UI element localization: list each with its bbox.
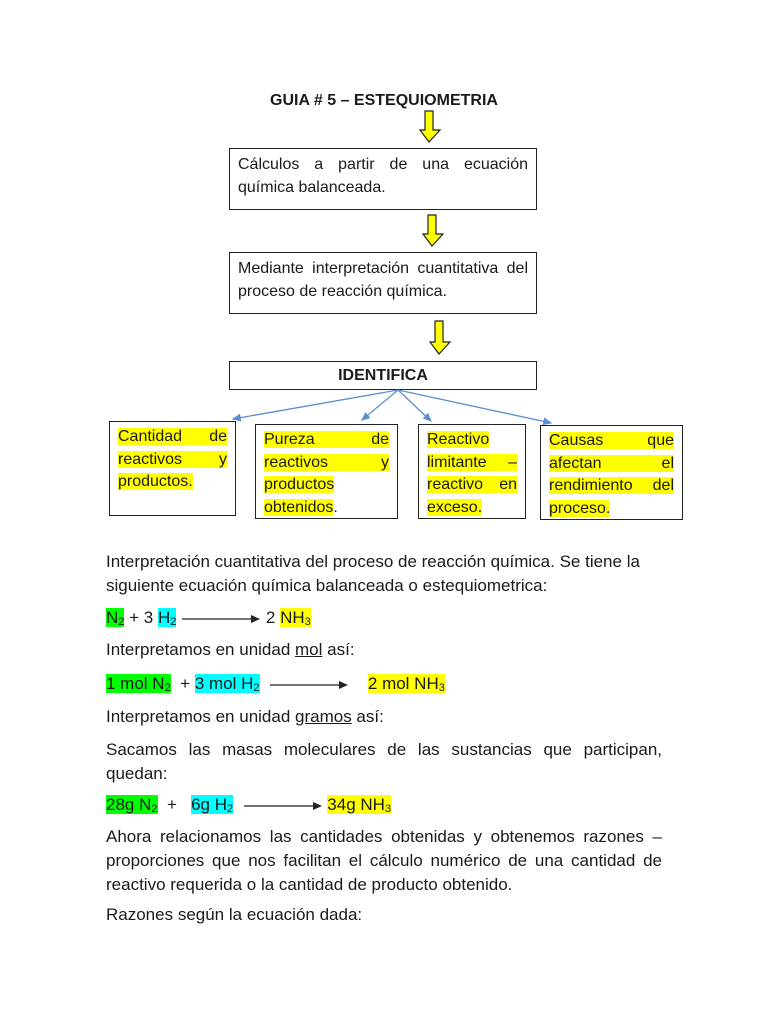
concept-box-mediante: Mediante interpretación cuantitativa del proceso de reacción química. xyxy=(229,252,537,314)
paragraph-mol: Interpretamos en unidad mol así: xyxy=(106,640,355,659)
category-box-causas: Causas que afectan el rendimiento del proceso. xyxy=(540,425,683,520)
paragraph-gramos: Interpretamos en unidad gramos así: xyxy=(106,707,384,726)
right-arrow-icon xyxy=(181,613,261,625)
equation-gramos: 28g $N_2$ + 6g $H_2$ 34g $NH_3$ xyxy=(106,795,392,815)
equation-symbolic: $N_2 + 3$ $H_2$ 2 $NH_3$ xyxy=(106,608,311,628)
concept-box-calculos: Cálculos a partir de una ecuación química balanceada. xyxy=(229,148,537,210)
concept-box-identifica: IDENTIFICA xyxy=(229,361,537,390)
paragraph-razones-ecuacion: Razones según la ecuación dada: xyxy=(106,905,363,924)
paragraph-interpretacion: Interpretación cuantitativa del proceso de reacción química. Se tiene la siguiente ecuación química balanceada o estequiometrica: xyxy=(106,552,640,595)
category-box-pureza: Pureza de reactivos y productos obtenidos. xyxy=(255,424,398,519)
category-box-cantidad: Cantidad de reactivos y productos. xyxy=(109,421,236,516)
right-arrow-icon xyxy=(243,800,323,812)
category-box-reactivo: Reactivo limitante – reactivo en exceso. xyxy=(418,424,526,519)
page-title: GUIA # 5 – ESTEQUIOMETRIA xyxy=(270,92,498,109)
paragraph-masas: Sacamos las masas moleculares de las sustancias que participan, quedan: xyxy=(106,740,662,783)
paragraph-razones: Ahora relacionamos las cantidades obtenidas y obtenemos razones – proporciones que nos facilitan el cálculo numérico de una cantidad de reactivo requerida o la cantidad de producto obtenido. xyxy=(106,827,662,894)
right-arrow-icon xyxy=(269,679,349,691)
equation-mol: 1 mol $N_2 + 3$ mol $H_2$ 2 mol $NH_3$ xyxy=(106,674,445,694)
branch-arrows xyxy=(0,0,768,440)
